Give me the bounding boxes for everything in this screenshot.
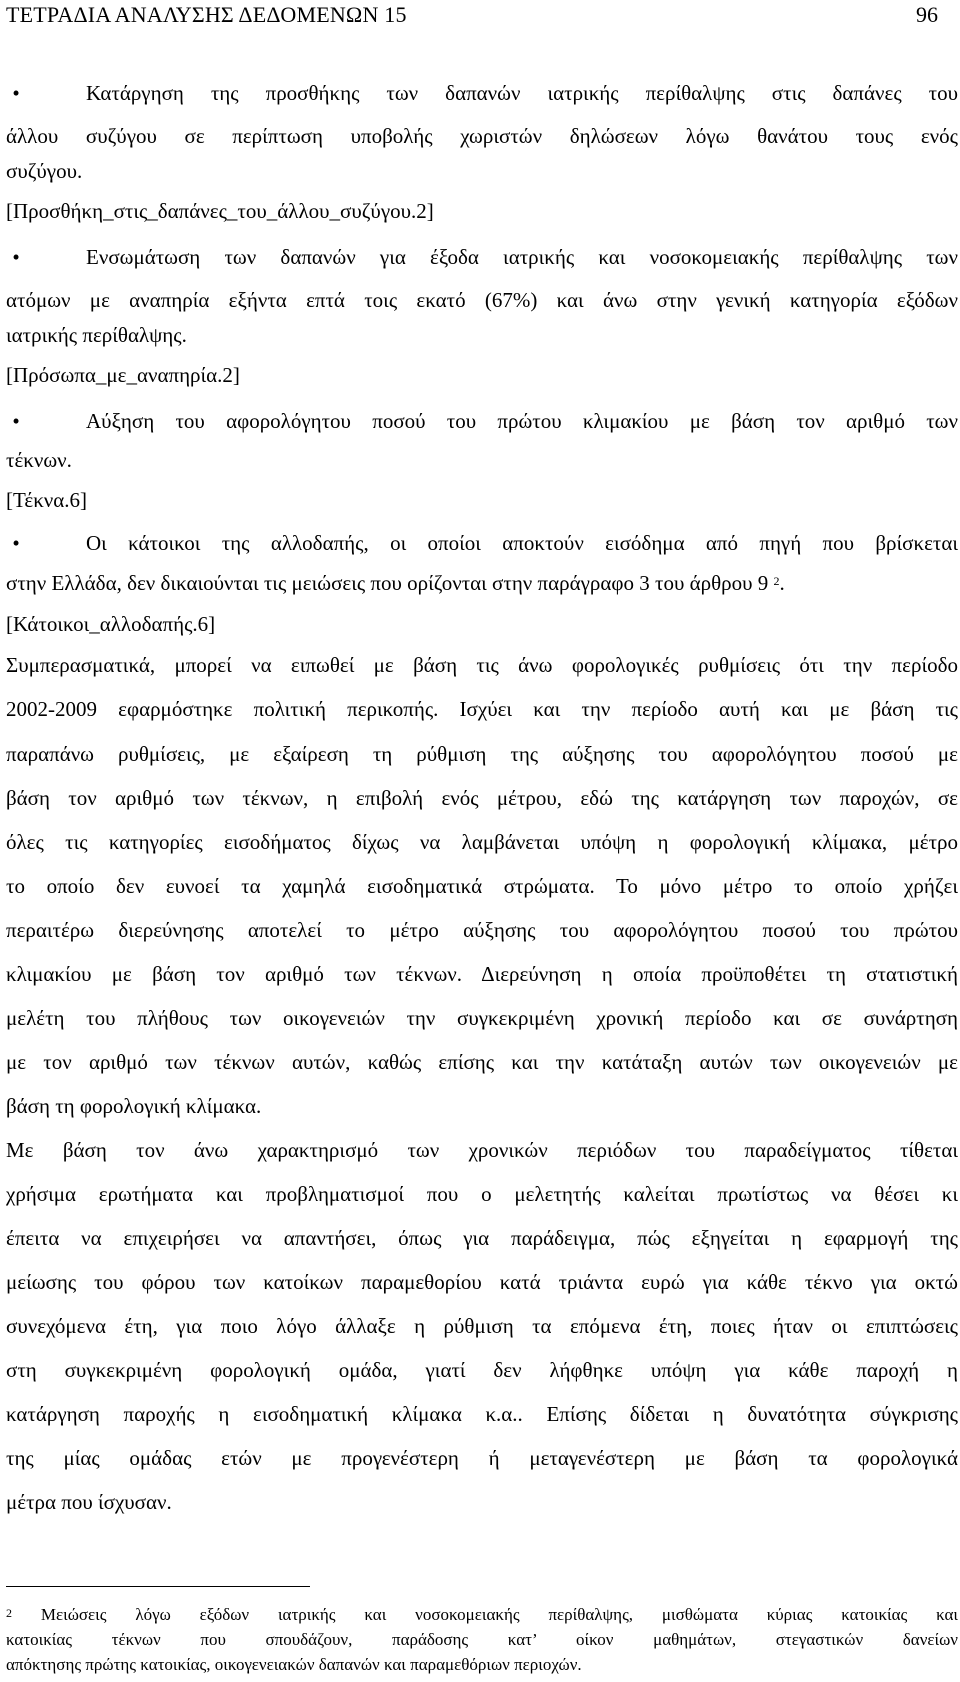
bullet-icon: • — [12, 245, 20, 269]
footnote-line — [6, 1605, 958, 1625]
paragraph-line: όλες τις κατηγορίες εισοδήματος δίχως να λαμβάνεται υπόψη η φορολογική κλίμακα, μέτρο — [6, 830, 958, 854]
footnote-marker: 2 — [6, 1606, 12, 1620]
paragraph-line: Συμπερασματικά, μπορεί να ειπωθεί με βάση τις άνω φορολογικές ρυθμίσεις ότι την περίοδο — [6, 653, 958, 677]
bullet-continuation-line: συζύγου. — [6, 159, 83, 183]
paragraph-line: κατάργηση παροχής η εισοδηματική κλίμακα κ.α.. Επίσης δίδεται η δυνατότητα σύγκρισης — [6, 1402, 958, 1426]
bullet-continuation-line: ιατρικής περίθαλψης. — [6, 323, 187, 347]
bullet-tag: [Πρόσωπα_με_αναπηρία.2] — [6, 363, 240, 387]
paragraph-line: στη συγκεκριμένη φορολογική ομάδα, γιατί δεν λήφθηκε υπόψη για κάθε παροχή η — [6, 1358, 958, 1382]
paragraph-line: της μίας ομάδας ετών με προγενέστερη ή μεταγενέστερη με βάση τα φορολογικά — [6, 1446, 958, 1470]
bullet-tag: [Προσθήκη_στις_δαπάνες_του_άλλου_συζύγου.2] — [6, 199, 434, 223]
paragraph-line: κλιμακίου με βάση τον αριθμό των τέκνων. Διερεύνηση η οποία προϋποθέτει τη στατιστική — [6, 962, 958, 986]
paragraph-line: χρήσιμα ερωτήματα και προβληματισμοί που ο μελετητής καλείται πρωτίστως να θέσει κι — [6, 1182, 958, 1206]
paragraph-line: το οποίο δεν ευνοεί τα χαμηλά εισοδηματικά στρώματα. Το μόνο μέτρο το οποίο χρήζει — [6, 874, 958, 898]
bullet-first-line: Κατάργηση της προσθήκης των δαπανών ιατρικής περίθαλψης στις δαπάνες του — [86, 81, 958, 105]
paragraph-line: έπειτα να επιχειρήσει να απαντήσει, όπως για παράδειγμα, πώς εξηγείται η εφαρμογή της — [6, 1226, 958, 1250]
bullet-first-line: Ενσωμάτωση των δαπανών για έξοδα ιατρικής και νοσοκομειακής περίθαλψης των — [86, 245, 958, 269]
paragraph-line: μελέτη του πλήθους των οικογενειών την συγκεκριμένη χρονική περίοδο και σε συνάρτηση — [6, 1006, 958, 1030]
page-number: 96 — [916, 2, 938, 27]
running-header-title: ΤΕΤΡΑΔΙΑ ΑΝΑΛΥΣΗΣ ΔΕΔΟΜΕΝΩΝ 15 — [6, 2, 407, 27]
paragraph-line: παραπάνω ρυθμίσεις, με εξαίρεση τη ρύθμιση της αύξησης του αφορολόγητου ποσού με — [6, 742, 958, 766]
paragraph-line: περαιτέρω διερεύνησης αποτελεί το μέτρο αύξησης του αφορολόγητου ποσού του πρώτου — [6, 918, 958, 942]
footnote-reference[interactable]: 2 — [773, 574, 780, 588]
bullet-first-line: Αύξηση του αφορολόγητου ποσού του πρώτου κλιμακίου με βάση τον αριθμό των — [86, 409, 958, 433]
paragraph-line: με τον αριθμό των τέκνων αυτών, καθώς επίσης και την κατάταξη αυτών των οικογενειών με — [6, 1050, 958, 1074]
bullet-icon: • — [12, 81, 20, 105]
paragraph-line: μέτρα που ίσχυσαν. — [6, 1490, 172, 1514]
footnote-separator — [6, 1586, 310, 1587]
bullet-continuation-punct: . — [779, 571, 785, 595]
bullet-continuation-line: τέκνων. — [6, 448, 72, 472]
bullet-continuation-line: ατόμων με αναπηρία εξήντα επτά τοις εκατό (67%) και άνω στην γενική κατηγορία εξόδων — [6, 288, 958, 312]
bullet-first-line: Οι κάτοικοι της αλλοδαπής, οι οποίοι αποκτούν εισόδημα από πηγή που βρίσκεται — [86, 531, 958, 555]
bullet-continuation-text: στην Ελλάδα, δεν δικαιούνται τις μειώσεις που ορίζονται στην παράγραφο 3 του άρθρου 9 — [6, 571, 769, 595]
footnote-line: κατοικίας τέκνων που σπουδάζουν, παράδοσης κατ’ οίκον μαθημάτων, στεγαστικών δανείων — [6, 1630, 958, 1649]
bullet-icon: • — [12, 409, 20, 433]
footnote-text: Μειώσεις λόγω εξόδων ιατρικής και νοσοκομειακής περίθαλψης, μισθώματα κύριας κατοικίας και — [40, 1605, 959, 1624]
bullet-tag: [Κάτοικοι_αλλοδαπής.6] — [6, 612, 216, 636]
paragraph-line: μείωσης του φόρου των κατοίκων παραμεθορίου κατά τριάντα ευρώ για κάθε τέκνο για οκτώ — [6, 1270, 958, 1294]
bullet-icon: • — [12, 531, 20, 555]
paragraph-line: Με βάση τον άνω χαρακτηρισμό των χρονικών περιόδων του παραδείγματος τίθεται — [6, 1138, 958, 1162]
paragraph-line: 2002-2009 εφαρμόστηκε πολιτική περικοπής. Ισχύει και την περίοδο αυτή και με βάση τις — [6, 697, 958, 721]
bullet-continuation-line: άλλου συζύγου σε περίπτωση υποβολής χωριστών δηλώσεων λόγω θανάτου τους ενός — [6, 124, 958, 148]
bullet-continuation-line — [6, 570, 958, 596]
paragraph-line: βάση τον αριθμό των τέκνων, η επιβολή ενός μέτρου, εδώ της κατάργηση των παροχών, σε — [6, 786, 958, 810]
paragraph-line: συνεχόμενα έτη, για ποιο λόγο άλλαξε η ρύθμιση τα επόμενα έτη, ποιες ήταν οι επιπτώσεις — [6, 1314, 958, 1338]
bullet-tag: [Τέκνα.6] — [6, 488, 88, 512]
paragraph-line: βάση τη φορολογική κλίμακα. — [6, 1094, 262, 1118]
footnote-line: απόκτησης πρώτης κατοικίας, οικογενειακών δαπανών και παραμεθόριων περιοχών. — [6, 1655, 582, 1674]
